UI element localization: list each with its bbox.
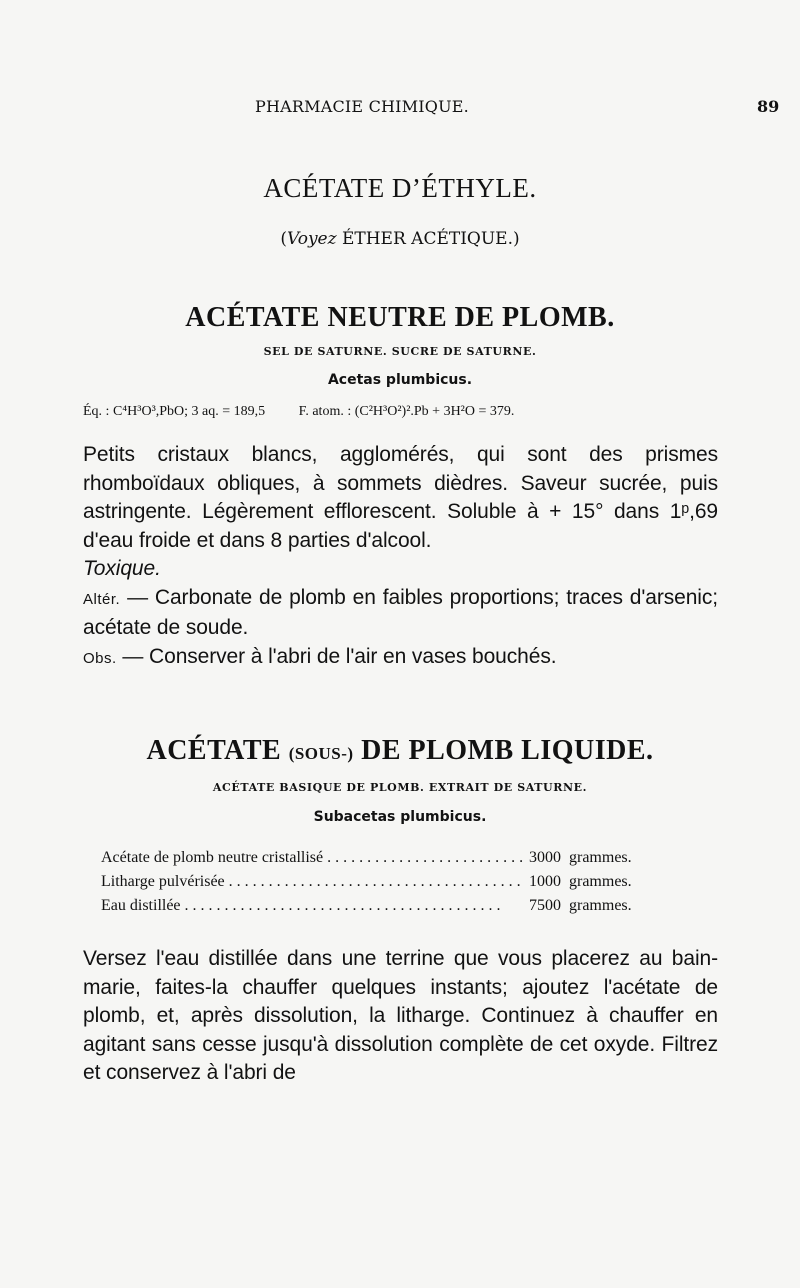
section-title-acetate-neutre: ACÉTATE NEUTRE DE PLOMB.	[185, 302, 615, 333]
ingredient-row: Eau distillée . . . 7500 grammes.	[101, 897, 661, 921]
formula-equivalent: Éq. : C⁴H³O³,PbO; 3 aq. = 189,5	[83, 404, 266, 419]
section-title-sous-acetate: ACÉTATE (SOUS-) DE PLOMB LIQUIDE.	[146, 735, 654, 766]
obs-label: Obs.	[83, 649, 117, 667]
description-neutre: Petits cristaux blancs, agglomérés, qui sont des prismes rhomboïdaux obliques, à sommets dièdres. Saveur sucrée, puis astringente. Légèrement efflorescent. Soluble à + 15° dans 1ᵖ,69 d'eau froide et dans 8 parties d'alcool. Toxique. Altér. — Carbonate de plomb en faibles proportions; traces d'arsenic; acétate de soude. Obs. — Conserver à l'abri de l'air en vases bouchés.	[83, 443, 718, 668]
latin-name-neutre: Acetas plumbicus.	[327, 372, 473, 388]
ingredient-row: Acétate de plomb neutre cristallisé . . . 3000 grammes.	[101, 849, 661, 873]
formula-atomic: F. atom. : (C²H³O²)².Pb + 3H²O = 379.	[298, 404, 515, 419]
alter-label: Altér.	[83, 590, 121, 608]
ingredients-table	[101, 849, 661, 921]
see-also-note: (Voyez ÉTHER ACÉTIQUE.)	[280, 229, 520, 249]
running-head: PHARMACIE CHIMIQUE.	[255, 97, 469, 116]
page-number: 89	[757, 97, 780, 116]
see-also-prefix: Voyez	[287, 229, 337, 249]
synonyms-neutre: SEL DE SATURNE. SUCRE DE SATURNE.	[263, 345, 537, 358]
section-title-acetate-ethyle: ACÉTATE D’ÉTHYLE.	[263, 173, 537, 203]
obs-text: — Conserver à l'abri de l'air en vases bouchés.	[116, 644, 557, 668]
ingredient-row: Litharge pulvérisée . . . 1000 grammes.	[101, 873, 661, 897]
chemical-formula	[83, 404, 544, 420]
see-also-target: ÉTHER ACÉTIQUE.)	[341, 229, 520, 249]
preparation-instructions: Versez l'eau distillée dans une terrine que vous placerez au bain-marie, faites-la chauffer quelques instants; ajoutez l'acétate de plomb, et, après dissolution, la litharge. Continuez à chauffer en agitant sans cesse jusqu'à dissolution complète de cet oxyde. Filtrez et conservez à l'abri de	[83, 947, 718, 1084]
toxic-note: Toxique.	[83, 557, 161, 580]
alter-text: — Carbonate de plomb en faibles proportions; traces d'arsenic; acétate de soude.	[83, 585, 718, 639]
latin-name-sous-acetate: Subacetas plumbicus.	[313, 809, 487, 825]
synonyms-sous-acetate: ACÉTATE BASIQUE DE PLOMB. EXTRAIT DE SATURNE.	[212, 781, 588, 794]
